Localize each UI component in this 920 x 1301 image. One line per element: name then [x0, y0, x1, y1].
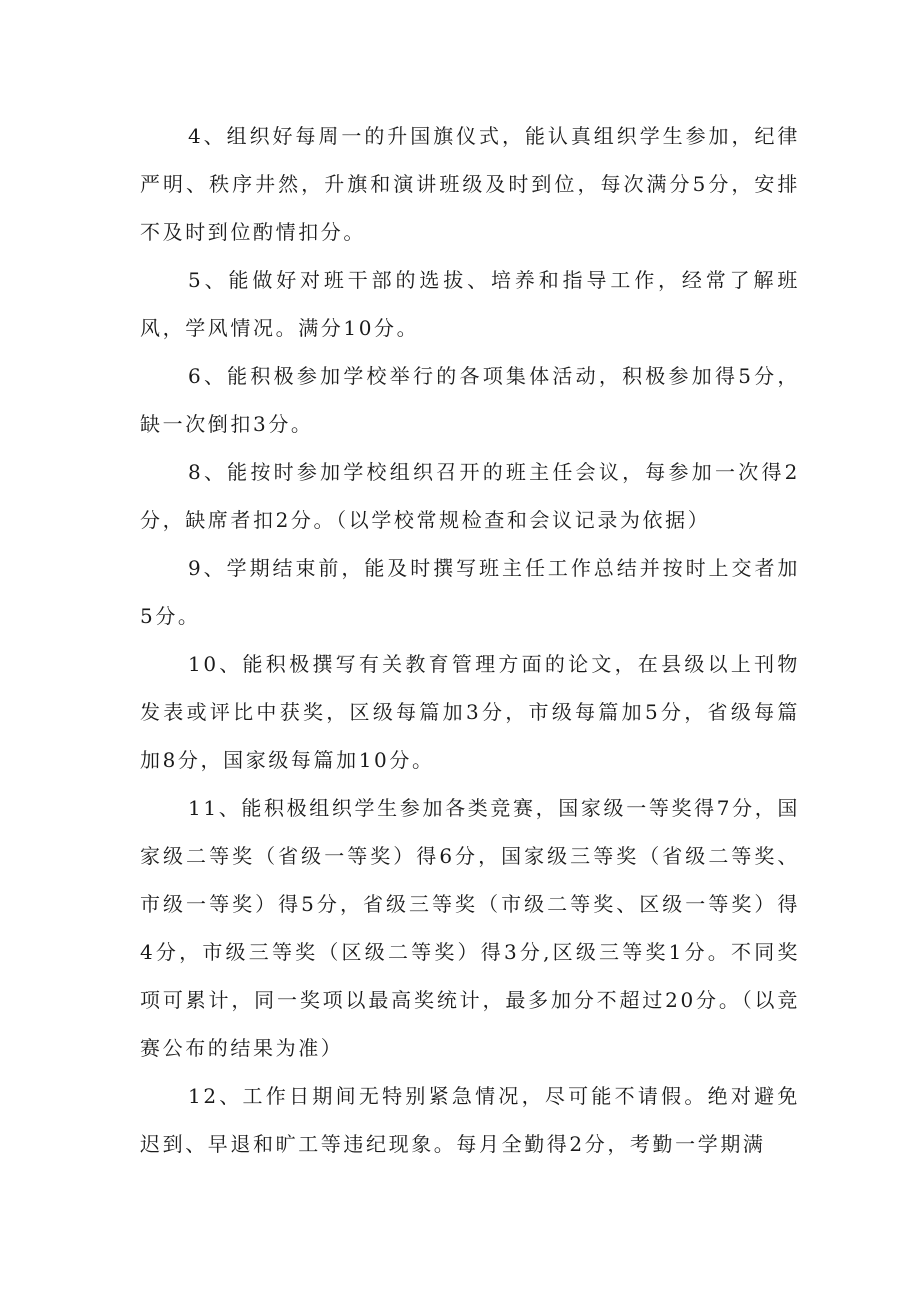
paragraph-item-9: 9、学期结束前，能及时撰写班主任工作总结并按时上交者加5分。	[140, 556, 800, 628]
document-body	[140, 112, 800, 1168]
paragraph-item-4: 4、组织好每周一的升国旗仪式，能认真组织学生参加，纪律严明、秩序井然，升旗和演讲班级及时到位，每次满分5分，安排不及时到位酌情扣分。	[140, 124, 800, 244]
paragraph-item-8: 8、能按时参加学校组织召开的班主任会议，每参加一次得2分，缺席者扣2分。（以学校常规检查和会议记录为依据）	[140, 460, 800, 532]
paragraph-item-12: 12、工作日期间无特别紧急情况，尽可能不请假。绝对避免迟到、早退和旷工等违纪现象。每月全勤得2分，考勤一学期满	[140, 1084, 800, 1156]
paragraph-item-5: 5、能做好对班干部的选拔、培养和指导工作，经常了解班风，学风情况。满分10分。	[140, 268, 800, 340]
paragraph-item-6: 6、能积极参加学校举行的各项集体活动，积极参加得5分，缺一次倒扣3分。	[140, 364, 800, 436]
paragraph-item-11: 11、能积极组织学生参加各类竞赛，国家级一等奖得7分，国家级二等奖（省级一等奖）得6分，国家级三等奖（省级二等奖、市级一等奖）得5分，省级三等奖（市级二等奖、区级一等奖）得4分，市级三等奖（区级二等奖）得3分,区级三等奖1分。不同奖项可累计，同一奖项以最高奖统计，最多加分不超过20分。（以竞赛公布的结果为准）	[140, 796, 800, 1060]
paragraph-item-10: 10、能积极撰写有关教育管理方面的论文，在县级以上刊物发表或评比中获奖，区级每篇加3分，市级每篇加5分，省级每篇加8分，国家级每篇加10分。	[140, 652, 800, 772]
